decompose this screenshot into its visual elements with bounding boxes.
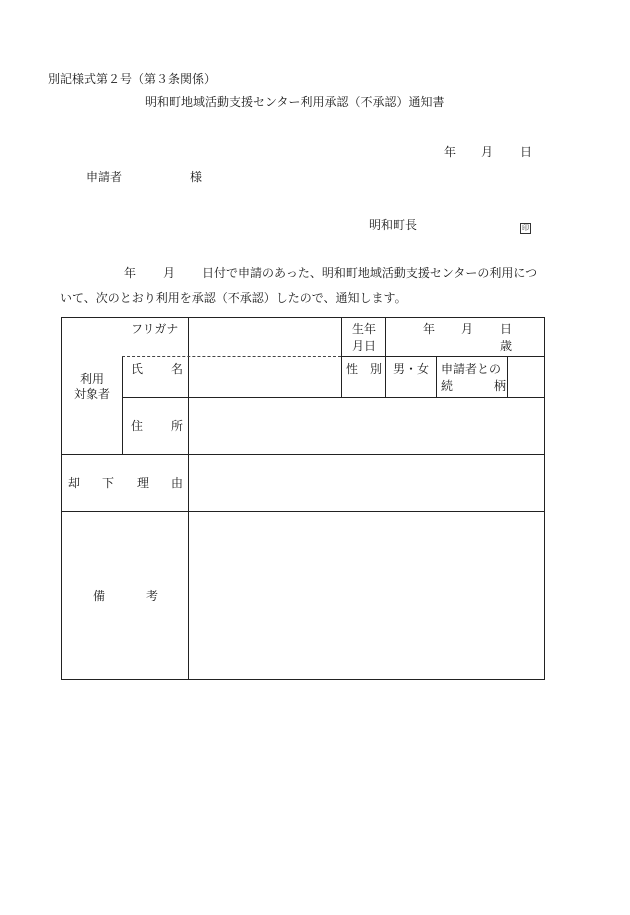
address-label-2: 所 [171,419,184,433]
subject-label-1: 利用 [80,372,105,386]
remarks-label-2: 考 [146,589,159,603]
name-field[interactable] [189,357,340,396]
form-table [61,317,545,680]
body-line-2: いて、次のとおり利用を承認（不承認）したので、通知します。 [60,291,407,305]
name-label-1: 氏 [131,362,144,376]
seal-mark [520,220,531,234]
birth-year-label: 年 [423,322,436,336]
applicant-honorific: 様 [190,170,203,184]
sex-label-1: 性 [346,362,359,376]
rejection-label-4: 由 [171,476,184,490]
vline-subject [122,356,123,454]
date-month-label: 月 [481,145,494,159]
rejection-label-3: 理 [137,476,150,490]
body-month-label: 月 [163,266,176,280]
age-label: 歳 [500,339,513,353]
remarks-field[interactable] [189,512,545,679]
furigana-field[interactable] [189,319,340,355]
relation-field[interactable] [508,357,545,396]
rejection-label-1: 却 [68,476,81,490]
form-number: 別記様式第２号（第３条関係） [48,72,217,86]
subject-label-2: 対象者 [74,387,111,401]
issuer-name: 明和町長 [369,218,418,232]
birth-label-1: 生年 [352,322,377,336]
vline-birth-label [341,318,342,397]
name-label-2: 名 [171,362,184,376]
date-year-label: 年 [444,145,457,159]
furigana-label: フリガナ [131,322,179,336]
document-title: 明和町地域活動支援センター利用承認（不承認）通知書 [145,95,445,109]
relation-label-2b: 柄 [494,379,507,393]
vline-sex-value [436,356,437,397]
remarks-label-1: 備 [93,589,106,603]
body-line-1: 日付で申請のあった、明和町地域活動支援センターの利用につ [202,266,538,280]
rejection-label-2: 下 [102,476,115,490]
birth-day-label: 日 [500,322,513,336]
rejection-field[interactable] [189,455,545,511]
relation-label-1: 申請者との [441,362,502,376]
seal-label: 印 [522,224,529,232]
sex-label-2: 別 [370,362,383,376]
date-day-label: 日 [520,145,533,159]
sex-options[interactable]: 男・女 [393,362,430,376]
birth-label-2: 月日 [352,339,377,353]
vline-birth-value [385,318,386,397]
birth-month-label: 月 [461,322,474,336]
relation-label-2a: 続 [441,379,454,393]
address-field[interactable] [189,398,545,454]
body-year-label: 年 [124,266,137,280]
applicant-label: 申請者 [86,170,123,184]
address-label-1: 住 [131,419,144,433]
